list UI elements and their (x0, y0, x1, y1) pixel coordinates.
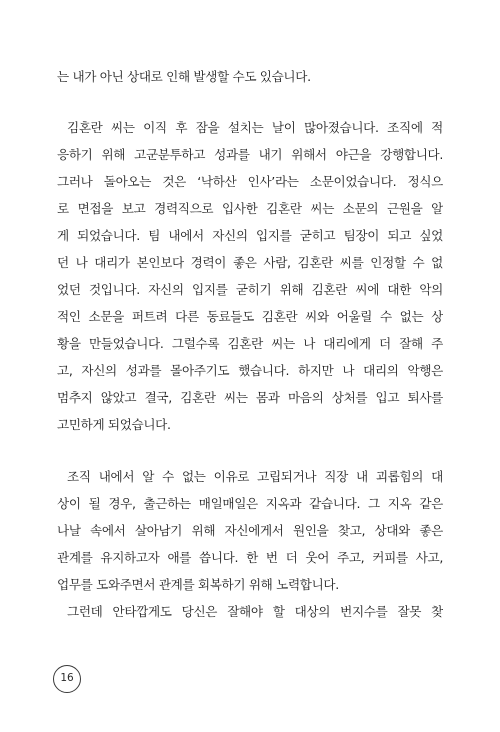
text-line: 로 면접을 보고 경력직으로 입사한 김혼란 씨는 소문의 근원을 알 (57, 201, 443, 216)
text-line: 그러나 돌아오는 것은 ‘낙하산 인사’라는 소문이었습니다. 정식으 (57, 174, 443, 189)
text-line: 업무를 도와주면서 관계를 회복하기 위해 노력합니다. (57, 577, 339, 592)
page-number: 16 (53, 665, 81, 693)
text-line: 관계를 유지하고자 애를 씁니다. 한 번 더 웃어 주고, 커피를 사고, (57, 550, 443, 565)
text-line: 던 나 대리가 본인보다 경력이 좋은 사람, 김혼란 씨를 인정할 수 없 (57, 255, 443, 270)
text-line: 그런데 안타깝게도 당신은 잘해야 할 대상의 번지수를 잘못 찾 (67, 604, 443, 619)
text-line: 고, 자신의 성과를 몰아주기도 했습니다. 하지만 나 대리의 악행은 (57, 363, 443, 378)
text-line: 게 되었습니다. 팀 내에서 자신의 입지를 굳히고 팀장이 되고 싶었 (57, 228, 443, 243)
text-line: 멈추지 않았고 결국, 김혼란 씨는 몸과 마음의 상처를 입고 퇴사를 (57, 390, 443, 405)
text-line: 었던 것입니다. 자신의 입지를 굳히기 위해 김혼란 씨에 대한 악의 (57, 282, 443, 297)
text-line: 적인 소문을 퍼트려 다른 동료들도 김혼란 씨와 어울릴 수 없는 상 (57, 309, 443, 324)
text-line: 고민하게 되었습니다. (57, 417, 171, 432)
text-line: 나날 속에서 살아남기 위해 자신에게서 원인을 찾고, 상대와 좋은 (57, 523, 443, 538)
text-line: 김혼란 씨는 이직 후 잠을 설치는 날이 많아졌습니다. 조직에 적 (67, 120, 443, 135)
text-line: 황을 만들었습니다. 그럴수록 김혼란 씨는 나 대리에게 더 잘해 주 (57, 336, 443, 351)
text-line: 상이 될 경우, 출근하는 매일매일은 지옥과 같습니다. 그 지옥 같은 (57, 496, 443, 511)
text-line: 조직 내에서 알 수 없는 이유로 고립되거나 직장 내 괴롭힘의 대 (67, 469, 443, 484)
text-line: 는 내가 아닌 상대로 인해 발생할 수도 있습니다. (57, 69, 311, 84)
text-line: 응하기 위해 고군분투하고 성과를 내기 위해서 야근을 강행합니다. (57, 147, 443, 162)
